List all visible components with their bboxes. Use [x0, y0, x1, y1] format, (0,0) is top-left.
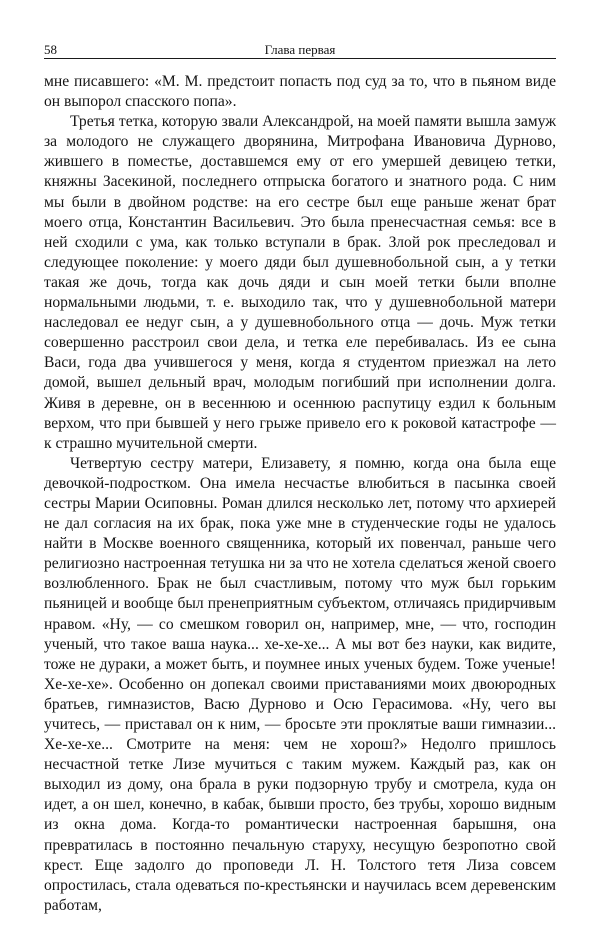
page-header	[44, 38, 556, 59]
paragraph-aunt-elizaveta: Четвертую сестру матери, Елизавету, я помню, когда она была еще девочкой-подростком. Она имела несчастье влюбиться в пасынка своей сестры Марии Осиповны. Роман длился несколько лет, потому что архиерей не дал согласия на их брак, пока уже мне в студенческие годы не удалось найти в Москве военного священника, который их повенчал, раньше чего религиозно настроенная тетушка ни за что не хотела сделаться женой своего возлюбленного. Брак не был счастливым, потому что муж был горьким пьяницей и вообще был пренеприятным субъектом, отличаясь придирчивым нравом. «Ну, — со смешком говорил он, например, мне, — что, господин ученый, что такое ваша наука... хе-хе-хе... А мы вот без науки, как видите, тоже не дураки, а может быть, и поумнее иных ученых будем. Тоже ученые! Хе-хе-хе». Особенно он допекал своими приставаниями моих двоюродных братьев, гимназистов, Васю Дурново и Осю Герасимова. «Ну, чего вы учитесь, — приставал он к ним, — бросьте эти проклятые ваши гимназии... Хе-хе-хе... Смотрите на меня: чем не хорош?» Недолго пришлось несчастной тетке Лизе мучиться с таким мужем. Каждый раз, как он выходил из дому, она брала в руки подзорную трубу и смотрела, куда он идет, а он шел, конечно, в кабак, бывши просто, без трубы, хорошо видным из окна дома. Когда-то романтически настроенная барышня, она превратилась в постоянно печальную старуху, несущую безропотно свой крест. Еще задолго до проповеди Л. Н. Толстого тетя Лиза совсем опростилась, стала одеваться по-крестьянски и научилась всем деревенским работам,	[44, 454, 556, 914]
paragraph-aunt-alexandra: Третья тетка, которую звали Александрой, на моей памяти вышла замуж за молодого не служащего дворянина, Митрофана Ивановича Дурново, жившего в поместье, доставшемся ему от его умершей девицею тетки, княжны Засекиной, последнего отпрыска богатого и знатного рода. С ним мы были в двойном родстве: на его сестре был еще раньше женат брат моего отца, Константин Васильевич. Это была пренесчастная семья: все в ней сходили с ума, как только вступали в брак. Злой рок преследовал и следующее поколение: у моего дяди был душевнобольной сын, а у тетки такая же дочь, тогда как дочь дяди и сын моей тетки были вполне нормальными людьми, т. е. выходило так, что у душевнобольной матери наследовал ее недуг сын, а у душевнобольного отца — дочь. Муж тетки совершенно расстроил свои дела, и тетка еле перебивалась. Из ее сына Васи, года два учившегося у меня, когда я студентом приезжал на лето домой, вышел дельный врач, молодым погибший при исполнении долга. Живя в деревне, он в весеннюю и осеннюю распутицу ездил к больным верхом, что при бывшей у него грыже привело его к роковой катастрофе — к страшно мучительной смерти.	[44, 113, 556, 452]
paragraph-continuation: мне писавшего: «М. М. предстоит попасть под суд за то, что в пьяном виде он выпорол спасского попа».	[44, 73, 556, 111]
body-text	[44, 72, 556, 916]
page-number: 58	[44, 42, 57, 57]
running-title: Глава первая	[264, 42, 336, 57]
